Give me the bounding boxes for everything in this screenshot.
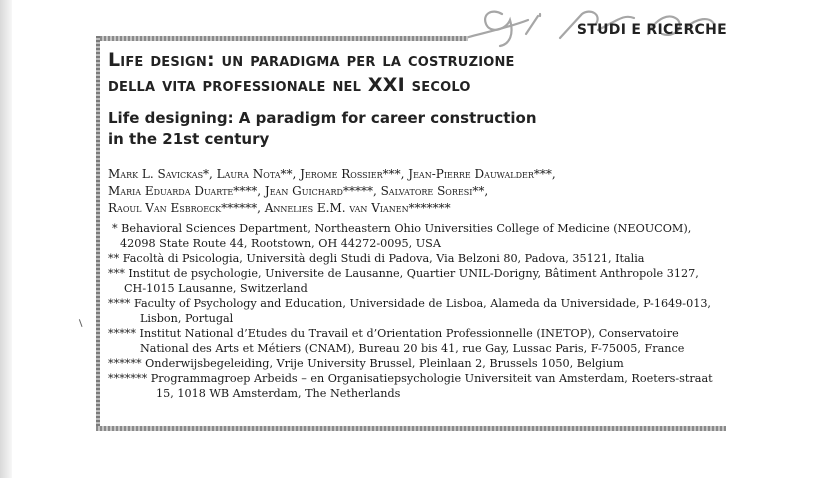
affiliation-mark: * — [112, 222, 118, 235]
title-line: Life design: un paradigma per la costruzione — [108, 49, 515, 71]
author-line: Raoul Van Esbroeck******, Annelies E.M. van Vianen******* — [108, 201, 451, 215]
affiliation-item — [108, 296, 718, 326]
affiliation-item — [108, 356, 718, 371]
scan-page-edge — [0, 0, 12, 478]
affiliation-text: Behavioral Sciences Department, Northeastern Ohio Universities College of Medicine (NEOUCOM), 42098 State Route 44, Rootstown, OH 44272-0095, USA — [120, 222, 692, 250]
affiliation-item — [108, 326, 718, 356]
affiliation-mark: *** — [108, 267, 125, 280]
article-subtitle — [108, 108, 537, 150]
affiliation-item — [108, 266, 718, 296]
affiliation-mark: ******* — [108, 372, 148, 385]
article-title — [108, 48, 515, 98]
affiliation-text: Faculty of Psychology and Education, Universidade de Lisboa, Alameda da Universidade, P-1649-013, Lisbon, Portugal — [133, 297, 711, 325]
affiliation-list — [108, 221, 718, 401]
affiliation-mark: ***** — [108, 327, 136, 340]
affiliation-mark: ****** — [108, 357, 142, 370]
title-line: della vita professionale nel XXI secolo — [108, 74, 471, 96]
affiliation-mark: **** — [108, 297, 131, 310]
affiliation-item — [108, 371, 718, 401]
affiliation-text: Institut National d’Etudes du Travail et d’Orientation Professionnelle (INETOP), Conservatoire National des Arts et Métiers (CNAM), Bureau 20 bis 41, rue Gay, Lussac Paris, F-75005, France — [139, 327, 685, 355]
frame-left-rule — [96, 36, 100, 430]
subtitle-line: in the 21st century — [108, 130, 270, 148]
frame-top-rule — [96, 36, 468, 41]
section-label: STUDI E RICERCHE — [576, 22, 727, 38]
author-line: Mark L. Savickas*, Laura Nota**, Jerome Rossier***, Jean-Pierre Dauwalder***, — [108, 167, 556, 181]
margin-pencil-mark — [79, 317, 88, 327]
affiliation-text: Onderwijsbegeleiding, Vrije University Brussel, Pleinlaan 2, Brussels 1050, Belgium — [145, 357, 624, 370]
affiliation-item — [108, 251, 718, 266]
affiliation-text: Institut de psychologie, Universite de Lausanne, Quartier UNIL-Dorigny, Bâtiment Anthropole 3127, CH-1015 Lausanne, Switzerland — [124, 267, 699, 295]
author-list — [108, 166, 556, 217]
subtitle-line: Life designing: A paradigm for career construction — [108, 109, 537, 127]
affiliation-item — [108, 221, 718, 251]
author-line: Maria Eduarda Duarte****, Jean Guichard*****, Salvatore Soresi**, — [108, 184, 489, 198]
affiliation-mark: ** — [108, 252, 120, 265]
frame-bottom-rule — [96, 426, 726, 431]
affiliation-text: Programmagroep Arbeids – en Organisatiepsychologie Universiteit van Amsterdam, Roeters-straat 15, 1018 WB Amsterdam, The Netherlands — [150, 372, 713, 400]
affiliation-text: Facoltà di Psicologia, Università degli Studi di Padova, Via Belzoni 80, Padova, 35121, Italia — [122, 252, 645, 265]
